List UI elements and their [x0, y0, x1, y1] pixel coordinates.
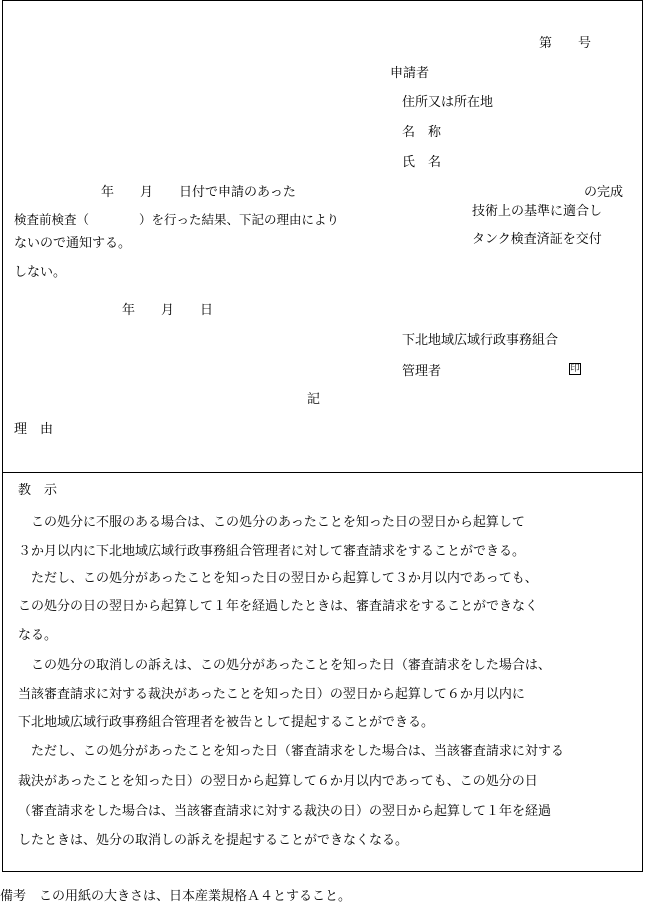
applicant-label: 申請者 — [390, 66, 430, 81]
instruction-line: この処分に不服のある場合は、この処分のあったことを知った日の翌日から起算して — [18, 515, 525, 530]
completion-label: の完成 — [584, 185, 624, 200]
instruction-line: なる。 — [18, 628, 58, 643]
instruction-line: ３か月以内に下北地域広域行政事務組合管理者に対して審査請求をすることができる。 — [18, 544, 526, 559]
reason-label: 理 由 — [14, 422, 54, 437]
instruction-line: ただし、この処分があったことを知った日（審査請求をした場合は、当該審査請求に対する — [18, 744, 564, 759]
instruction-line: 裁決があったことを知った日）の翌日から起算して６か月以内であっても、この処分の日 — [18, 774, 538, 789]
instruction-line: この処分の取消しの訴えは、この処分があったことを知った日（審査請求をした場合は、 — [18, 658, 551, 673]
ki-label: 記 — [307, 392, 321, 407]
shinai-text: しない。 — [14, 265, 67, 280]
instruction-line: （審査請求をした場合は、当該審査請求に対する裁決の日）の翌日から起算して１年を経過 — [18, 804, 552, 819]
application-date-line: 年 月 日付で申請のあった — [101, 185, 296, 200]
notification-line: ないので通知する。 — [14, 236, 132, 251]
number-label: 第 号 — [539, 36, 592, 51]
footer-note: 備考 この用紙の大きさは、日本産業規格Ａ４とすること。 — [0, 889, 352, 904]
instruction-line: この処分の日の翌日から起算して１年を経過したときは、審査請求をすることができなく — [18, 599, 539, 614]
issue-date: 年 月 日 — [122, 303, 214, 318]
document-frame — [2, 0, 643, 872]
instruction-line: ただし、この処分があったことを知った日の翌日から起算して３か月以内であっても、 — [18, 571, 538, 586]
instruction-title: 教 示 — [18, 483, 58, 498]
section-divider — [2, 472, 643, 473]
seal-icon: 印 — [570, 364, 580, 374]
instruction-line: 当該審査請求に対する裁決があったことを知った日）の翌日から起算して６か月以内に — [18, 687, 525, 702]
person-name-label: 氏 名 — [402, 155, 442, 170]
organization-name: 下北地域広域行政事務組合 — [402, 333, 559, 348]
tank-certificate-line: タンク検査済証を交付 — [472, 232, 602, 247]
address-label: 住所又は所在地 — [402, 95, 494, 110]
manager-label: 管理者 — [402, 364, 442, 379]
conforms-standards: 技術上の基準に適合し — [472, 204, 603, 219]
inspection-result-line: 検査前検査（ ）を行った結果、下記の理由により — [14, 212, 340, 227]
name-label: 名 称 — [402, 125, 442, 140]
instruction-line: 下北地域広域行政事務組合管理者を被告として提起することができる。 — [18, 715, 435, 730]
instruction-line: したときは、処分の取消しの訴えを提起することができなくなる。 — [18, 833, 409, 848]
